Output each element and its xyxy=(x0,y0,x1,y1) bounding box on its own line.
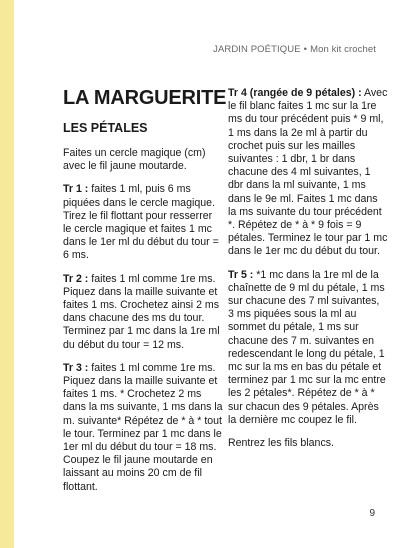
row-5-paragraph xyxy=(228,269,388,427)
running-header xyxy=(213,44,376,55)
header-separator: • xyxy=(303,44,308,55)
series-title: JARDIN POÉTIQUE xyxy=(213,44,301,55)
left-column xyxy=(63,87,227,504)
section-heading: LES PÉTALES xyxy=(63,121,148,135)
row-2-label: Tr 2 : xyxy=(63,272,89,285)
row-5-text: *1 mc dans la 1re ml de la chaînette de 9 ml du pétale, 1 ms sur chacune des 7 ml suivantes, 3 ms piquées sous la ml au sommet du pétale, 1 ms sur chacune des 7 m. suivantes en redescendant le long du pétale, 1 mc sur la ms en bas du pétale et terminez par 1 mc sur la mc entre les 2 pétales*. Répétez de * à * sur chacun des 9 pétales. Après la dernière mc coupez le fil. xyxy=(228,268,386,426)
row-2-paragraph xyxy=(63,273,223,352)
row-3-paragraph xyxy=(63,362,223,494)
row-1-label: Tr 1 : xyxy=(63,183,89,196)
row-4-text: Avec le fil blanc faites 1 mc sur la 1re ms du tour précédent puis * 9 ml, 1 ms dans la 2e ml à partir du crochet puis sur les mailles suivantes : 1 dbr, 1 br dans chacune des 4 ml suivantes, 1 dbr dans la ml suivante, 1 ms dans le 9e ml. Faites 1 mc dans la ms suivante du tour précédent *. Répétez de * à * 9 fois = 9 pétales. Terminez le tour par 1 mc dans le 1er mc du début du tour. xyxy=(228,87,388,258)
row-3-label: Tr 3 : xyxy=(63,361,89,374)
intro-paragraph: Faites un cercle magique (cm) avec le fil jaune moutarde. xyxy=(63,147,206,173)
row-5-label: Tr 5 : xyxy=(228,268,254,281)
closing-paragraph: Rentrez les fils blancs. xyxy=(228,437,334,450)
row-3-text: faites 1 ml comme 1re ms. Piquez dans la maille suivante et faites 1 ms. * Crochetez 2 ms dans la ms suivante, 1 ms dans la m. suivante* Répétez de * à * tout le tour. Terminez par 1 mc dans le 1er ml du début du tour = 18 ms. Coupez le fil jaune moutarde en laissant au moins 20 cm de fil flottant. xyxy=(63,361,223,493)
row-4-paragraph xyxy=(228,87,388,259)
row-1-text: faites 1 ml, puis 6 ms piquées dans le cercle magique. Tirez le fil flottant pour resserrer le cercle magique et faites 1 mc dans le 1er ml du début du tour = 6 ms. xyxy=(63,183,219,262)
row-1-paragraph xyxy=(63,183,223,262)
page-title: LA MARGUERITE xyxy=(63,87,227,109)
book-title: Mon kit crochet xyxy=(310,44,376,55)
row-2-text: faites 1 ml comme 1re ms. Piquez dans la maille suivante et faites 1 ms. Crochetez ainsi 2 ms dans chacune des ms du tour. Terminez par 1 mc dans la 1re ml du début du tour = 12 ms. xyxy=(63,272,220,351)
row-4-label: Tr 4 (rangée de 9 pétales) : xyxy=(228,87,362,99)
page-number: 9 xyxy=(369,508,375,519)
side-color-band xyxy=(0,0,14,548)
right-column xyxy=(228,87,388,460)
